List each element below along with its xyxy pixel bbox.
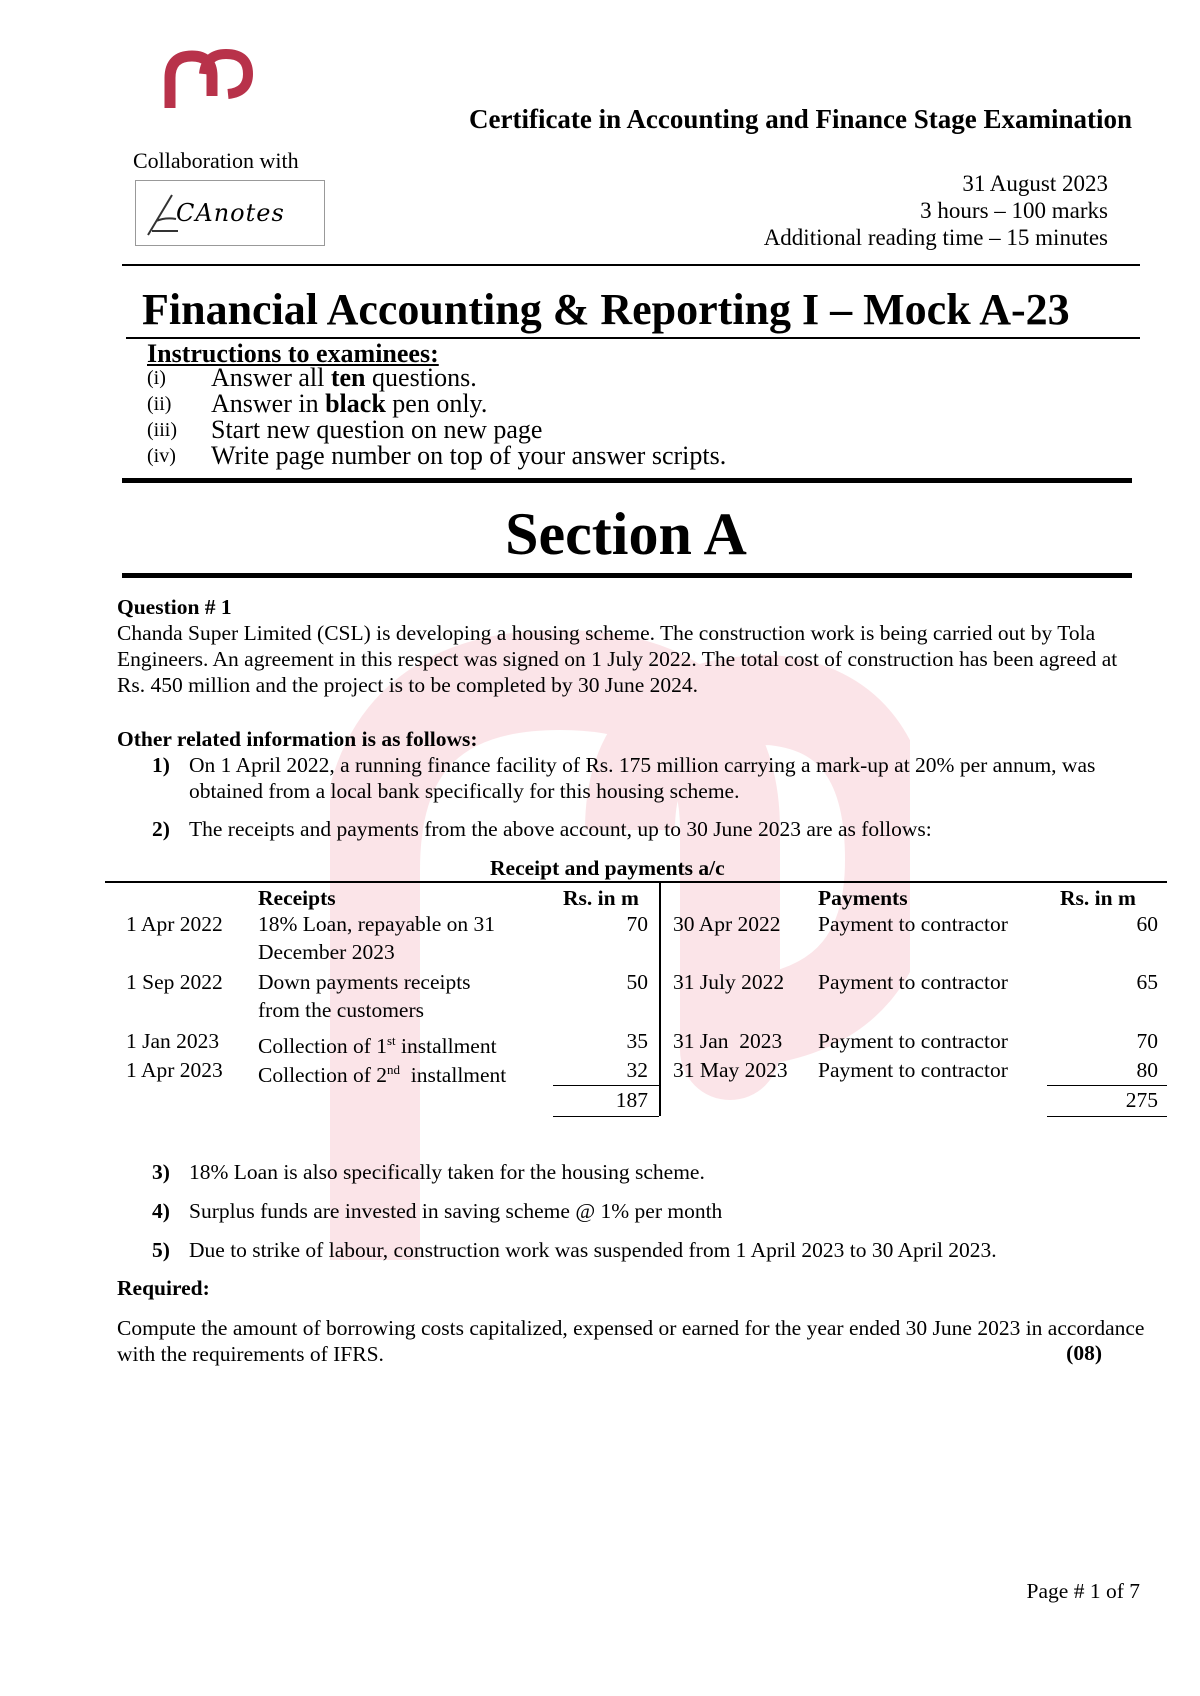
list-item: 4) Surplus funds are invested in saving scheme @ 1% per month (152, 1199, 723, 1223)
partner-logo-text: CAnotes (176, 199, 285, 227)
page-number: Page # 1 of 7 (1026, 1579, 1140, 1603)
receipts-total: 187 (615, 1088, 648, 1112)
payment-desc: Payment to contractor (818, 970, 1008, 994)
exam-date: 31 August 2023 (962, 171, 1108, 196)
required-text: Compute the amount of borrowing costs capitalized, expensed or earned for the year ended 30 June 2023 in accordance with the requirements of IFRS. (117, 1316, 1145, 1366)
receipt-desc: Collection of 1st installment (258, 1033, 497, 1059)
receipt-amount: 70 (626, 912, 648, 936)
instruction-item: (ii) Answer in black pen only. (147, 389, 488, 418)
receipts-header: Receipts (258, 886, 336, 910)
payment-amount: 60 (1136, 912, 1158, 936)
receipt-desc: Collection of 2nd installment (258, 1062, 507, 1088)
exam-title: Certificate in Accounting and Finance Stage Examination (469, 104, 1132, 134)
partner-logo (135, 180, 325, 246)
payment-date: 31 July 2022 (673, 970, 785, 994)
payment-amount: 80 (1136, 1058, 1158, 1082)
payments-header: Payments (818, 886, 908, 910)
divider (122, 264, 1140, 266)
divider (122, 573, 1132, 578)
payment-date: 31 May 2023 (673, 1058, 788, 1082)
receipt-date: 1 Sep 2022 (126, 970, 223, 994)
list-item: 5) Due to strike of labour, construction work was suspended from 1 April 2023 to 30 April 2023. (152, 1238, 997, 1262)
question-label: Question # 1 (117, 595, 232, 619)
payment-date: 31 Jan 2023 (673, 1029, 783, 1053)
total-rule (553, 1116, 659, 1117)
other-info-heading: Other related information is as follows: (117, 727, 478, 751)
list-item: 3) 18% Loan is also specifically taken for the housing scheme. (152, 1160, 705, 1184)
institute-logo-icon (160, 48, 256, 110)
instruction-item: (iii) Start new question on new page (147, 415, 543, 444)
section-title: Section A (505, 501, 747, 567)
payment-amount: 65 (1136, 970, 1158, 994)
payment-desc: Payment to contractor (818, 912, 1008, 936)
exam-duration: 3 hours – 100 marks (920, 198, 1108, 223)
list-item: 2) The receipts and payments from the above account, up to 30 June 2023 are as follows: (152, 817, 932, 841)
receipt-amount: 50 (626, 970, 648, 994)
instructions-list (147, 365, 726, 469)
instruction-item: (iv) Write page number on top of your answer scripts. (147, 441, 727, 470)
rs-header: Rs. in m (1060, 886, 1136, 910)
payment-date: 30 Apr 2022 (673, 912, 781, 936)
payment-amount: 70 (1136, 1029, 1158, 1053)
table-top-rule (105, 881, 1167, 883)
divider (122, 478, 1132, 483)
table-title: Receipt and payments a/c (490, 856, 725, 880)
question-marks: (08) (1066, 1341, 1102, 1365)
payments-total: 275 (1125, 1088, 1158, 1112)
instructions-heading: Instructions to examinees: (147, 339, 439, 368)
exam-meta (764, 170, 1108, 251)
receipt-desc: 18% Loan, repayable on 31 (258, 912, 496, 936)
receipt-amount: 32 (626, 1058, 648, 1082)
receipt-date: 1 Apr 2023 (126, 1058, 223, 1082)
rs-header: Rs. in m (563, 886, 639, 910)
question-intro: Chanda Super Limited (CSL) is developing a housing scheme. The construction work is being carried out by Tola Engineers. An agreement in this respect was signed on 1 July 2022. The total cost of construction has been agreed at Rs. 450 million and the project is to be completed by 30 June 2024. (117, 621, 1118, 697)
instruction-item: (i) Answer all ten questions. (147, 363, 477, 392)
receipt-desc: from the customers (258, 998, 424, 1022)
receipt-amount: 35 (626, 1029, 648, 1053)
receipt-date: 1 Jan 2023 (126, 1029, 220, 1053)
receipt-date: 1 Apr 2022 (126, 912, 223, 936)
required-label: Required: (117, 1276, 210, 1300)
payment-desc: Payment to contractor (818, 1058, 1008, 1082)
collaboration-label: Collaboration with (133, 148, 299, 173)
payment-desc: Payment to contractor (818, 1029, 1008, 1053)
table-divider (659, 881, 661, 1116)
paper-title: Financial Accounting & Reporting I – Mock A-23 (142, 285, 1070, 334)
reading-time: Additional reading time – 15 minutes (763, 225, 1108, 250)
receipt-desc: December 2023 (258, 940, 395, 964)
total-rule (1047, 1116, 1167, 1117)
list-item: 1) On 1 April 2022, a running finance facility of Rs. 175 million carrying a mark-up at 20% per annum, was obtained from a local bank specifically for this housing scheme. (152, 753, 1096, 803)
receipt-desc: Down payments receipts (258, 970, 471, 994)
